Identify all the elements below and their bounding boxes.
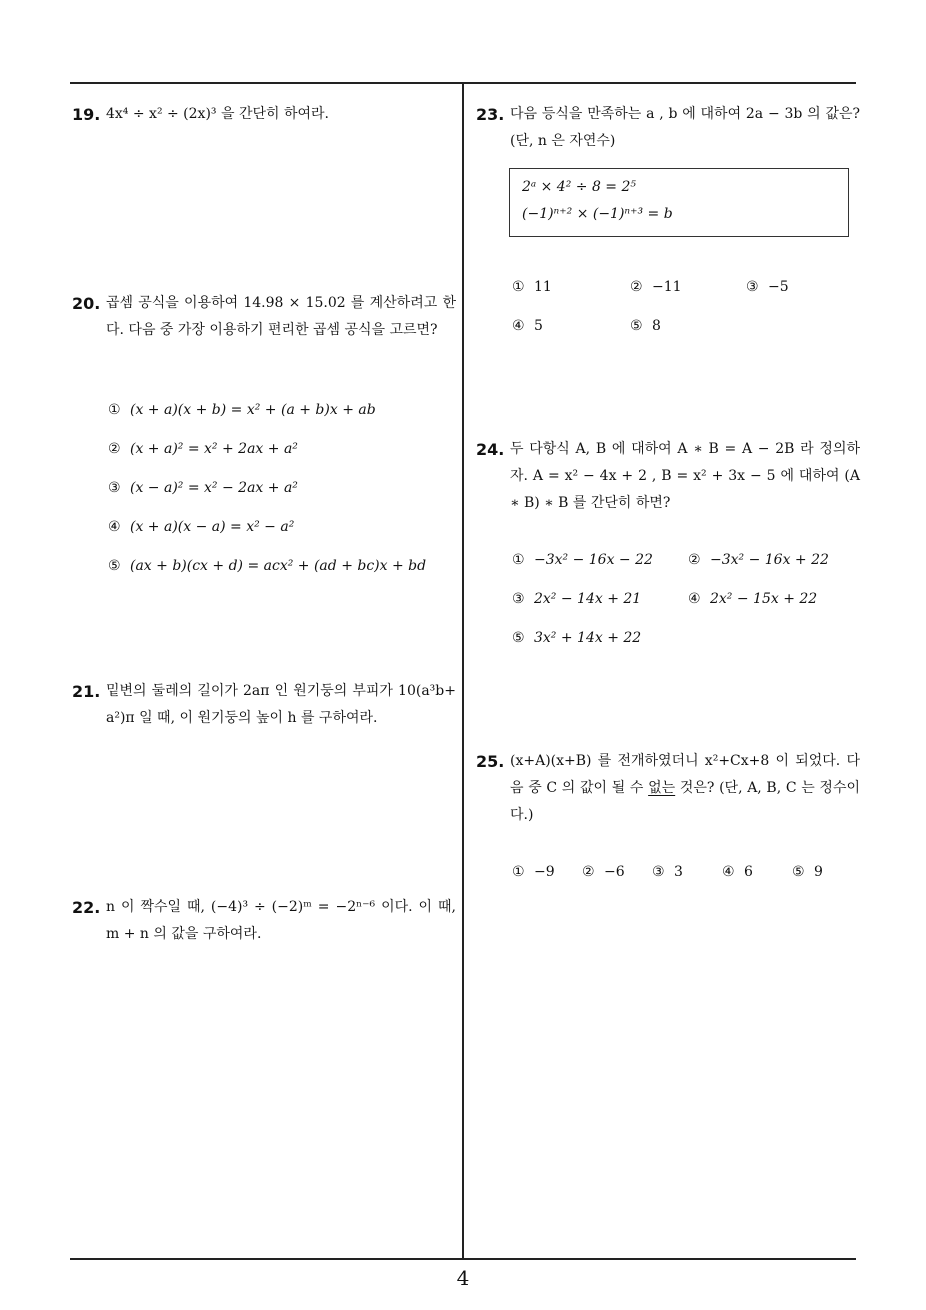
question-number: 20.: [72, 294, 101, 313]
bottom-rule: [70, 1258, 856, 1260]
option-5[interactable]: [792, 864, 823, 880]
option-marker: ③: [512, 591, 525, 607]
option-4[interactable]: [512, 318, 543, 334]
option-marker: ③: [746, 279, 759, 295]
option-marker: ③: [108, 480, 121, 496]
option-1[interactable]: [512, 279, 552, 295]
option-marker: ④: [688, 591, 701, 607]
option-text: −5: [768, 279, 789, 295]
condition-line-1: 2ᵃ × 4² ÷ 8 = 2⁵: [522, 179, 637, 195]
option-1[interactable]: [512, 552, 653, 568]
option-2[interactable]: [688, 552, 829, 568]
question-19: [72, 101, 454, 128]
option-4[interactable]: [688, 591, 817, 607]
option-text: −11: [652, 279, 682, 295]
option-5[interactable]: [512, 630, 641, 646]
column-divider: [462, 82, 464, 1259]
question-text: 밑변의 둘레의 길이가 2aπ 인 원기둥의 부피가 10(a³b+ a²)π 일 때, 이 원기둥의 높이 h 를 구하여라.: [106, 683, 456, 726]
option-3[interactable]: [512, 591, 641, 607]
option-1[interactable]: [108, 402, 376, 418]
option-2[interactable]: [582, 864, 625, 880]
option-marker: ④: [108, 519, 121, 535]
question-text: 다음 등식을 만족하는 a , b 에 대하여 2a − 3b 의 값은? (단, n 은 자연수): [510, 106, 860, 149]
option-2[interactable]: [108, 441, 298, 457]
option-text: (x + a)² = x² + 2ax + a²: [130, 441, 298, 457]
option-4[interactable]: [722, 864, 753, 880]
option-1[interactable]: [512, 864, 555, 880]
option-marker: ①: [108, 402, 121, 418]
question-number: 19.: [72, 105, 101, 124]
question-20: [72, 290, 456, 344]
option-marker: ⑤: [630, 318, 643, 334]
question-number: 22.: [72, 898, 101, 917]
option-text: 8: [652, 318, 661, 334]
option-marker: ②: [630, 279, 643, 295]
question-text: 4x⁴ ÷ x² ÷ (2x)³ 을 간단히 하여라.: [106, 106, 329, 122]
option-text: (ax + b)(cx + d) = acx² + (ad + bc)x + bd: [130, 558, 427, 574]
question-number: 23.: [476, 105, 505, 124]
question-text: 곱셈 공식을 이용하여 14.98 × 15.02 를 계산하려고 한다. 다음 중 가장 이용하기 편리한 곱셈 공식을 고르면?: [106, 295, 456, 338]
question-25: [476, 748, 860, 829]
question-number: 21.: [72, 682, 101, 701]
option-3[interactable]: [108, 480, 298, 496]
question-text: 두 다항식 A, B 에 대하여 A ∗ B = A − 2B 라 정의하자. A = x² − 4x + 2 , B = x² + 3x − 5 에 대하여 (A ∗ B) ∗ B 를 간단히 하면?: [510, 441, 860, 511]
option-marker: ③: [652, 864, 665, 880]
option-2[interactable]: [630, 279, 682, 295]
question-22: [72, 894, 456, 948]
condition-line-2: (−1)ⁿ⁺² × (−1)ⁿ⁺³ = b: [522, 206, 673, 222]
option-text: 3x² + 14x + 22: [534, 630, 642, 646]
option-text: (x − a)² = x² − 2ax + a²: [130, 480, 298, 496]
option-marker: ①: [512, 552, 525, 568]
option-3[interactable]: [652, 864, 683, 880]
question-number: 25.: [476, 752, 505, 771]
option-3[interactable]: [746, 279, 789, 295]
question-text-part-1: (x+A)(x+B) 를 전개하였더니 x²+Cx+8 이 되었다. 다음 중 C 의 값이 될 수: [510, 753, 860, 796]
option-text: −6: [604, 864, 625, 880]
option-5[interactable]: [108, 558, 426, 574]
question-text: [510, 748, 860, 829]
option-text: 3: [674, 864, 683, 880]
option-text: −3x² − 16x + 22: [710, 552, 829, 568]
option-text: 6: [744, 864, 753, 880]
option-text: 9: [814, 864, 823, 880]
option-marker: ⑤: [792, 864, 805, 880]
option-text: −9: [534, 864, 555, 880]
option-marker: ①: [512, 279, 525, 295]
page-number: 4: [456, 1266, 470, 1290]
option-text: 2x² − 15x + 22: [710, 591, 818, 607]
question-number: 24.: [476, 440, 505, 459]
underlined-word: 없는: [648, 780, 676, 796]
option-text: 5: [534, 318, 543, 334]
option-text: 11: [534, 279, 552, 295]
option-marker: ①: [512, 864, 525, 880]
option-marker: ②: [688, 552, 701, 568]
option-text: −3x² − 16x − 22: [534, 552, 653, 568]
option-marker: ②: [108, 441, 121, 457]
question-23: [476, 101, 860, 155]
option-text: 2x² − 14x + 21: [534, 591, 642, 607]
option-marker: ⑤: [512, 630, 525, 646]
question-text: n 이 짝수일 때, (−4)³ ÷ (−2)ᵐ = −2ⁿ⁻⁶ 이다. 이 때, m + n 의 값을 구하여라.: [106, 899, 456, 942]
option-marker: ④: [722, 864, 735, 880]
condition-box: [509, 168, 849, 237]
question-24: [476, 436, 860, 517]
question-text-part-2: 것은? (단, A, B, C 는 정수이다.): [510, 780, 860, 823]
option-marker: ⑤: [108, 558, 121, 574]
option-text: (x + a)(x + b) = x² + (a + b)x + ab: [130, 402, 376, 418]
option-marker: ④: [512, 318, 525, 334]
option-4[interactable]: [108, 519, 294, 535]
option-text: (x + a)(x − a) = x² − a²: [130, 519, 295, 535]
option-5[interactable]: [630, 318, 661, 334]
option-marker: ②: [582, 864, 595, 880]
question-21: [72, 678, 456, 732]
